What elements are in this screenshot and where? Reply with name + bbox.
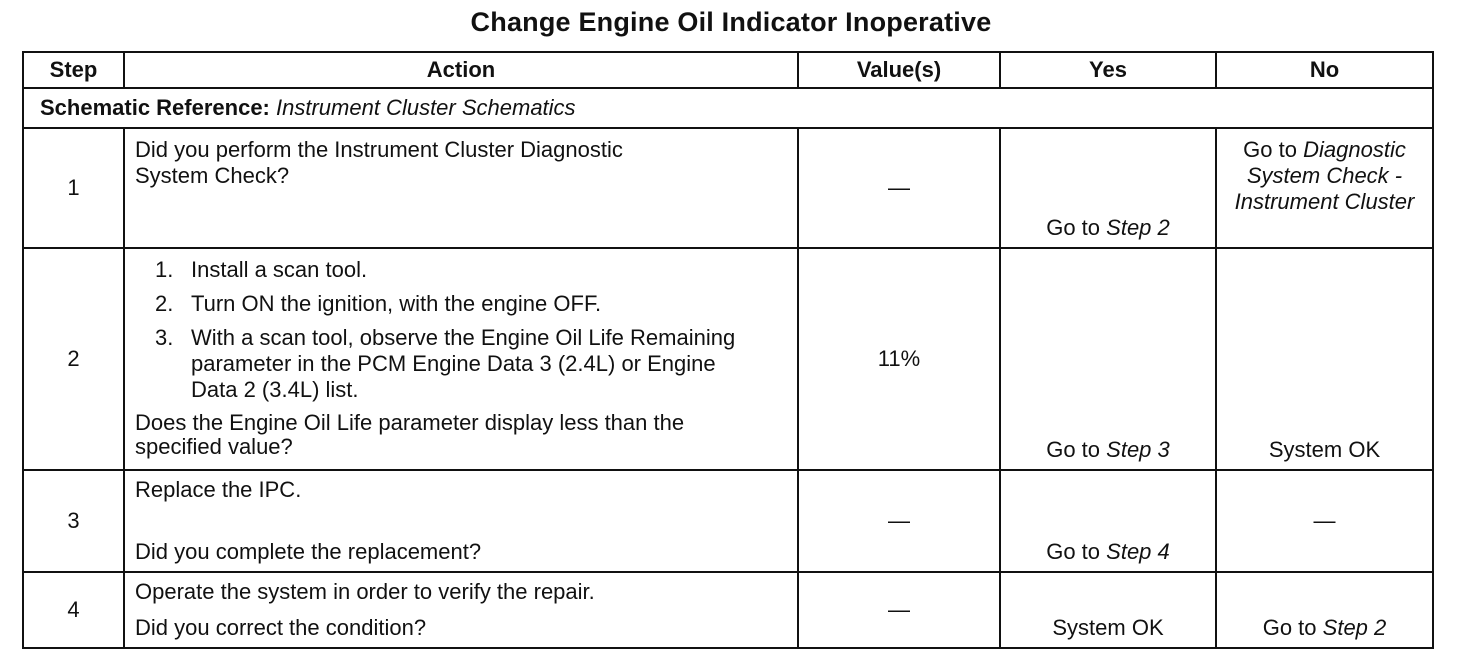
yes-prefix: Go to (1046, 539, 1101, 564)
action-question: Did you complete the replacement? (135, 539, 482, 564)
list-item (135, 325, 751, 403)
header-yes: Yes (1000, 52, 1216, 88)
action-text (124, 128, 798, 248)
step-number: 2 (23, 248, 124, 470)
action-text (124, 470, 798, 572)
yes-cell (1000, 128, 1216, 248)
yes-step-link[interactable]: Step 2 (1106, 215, 1170, 240)
list-item (135, 291, 787, 317)
yes-step-link[interactable]: Step 4 (1106, 539, 1170, 564)
no-cell: — (1216, 470, 1433, 572)
no-step-link[interactable]: Step 2 (1322, 615, 1387, 640)
action-instruction: Replace the IPC. (135, 477, 302, 502)
no-cell (1216, 128, 1433, 248)
action-instruction: Operate the system in order to verify the repair. (135, 579, 595, 604)
step-number: 1 (23, 128, 124, 248)
action-text (124, 572, 798, 648)
table-row (23, 572, 1433, 648)
action-text (124, 248, 798, 470)
header-action: Action (124, 52, 798, 88)
value-cell: — (798, 470, 1000, 572)
no-diagnostic-link[interactable]: Diagnostic System Check - Instrument Cluster (1234, 137, 1415, 214)
yes-prefix: Go to (1046, 437, 1101, 462)
yes-cell: System OK (1000, 572, 1216, 648)
list-item-text: Turn ON the ignition, with the engine OFF. (191, 291, 602, 316)
schematic-reference-row (23, 88, 1433, 128)
list-item-number: 2. (155, 291, 174, 316)
no-prefix: Go to (1262, 615, 1317, 640)
no-cell (1216, 572, 1433, 648)
action-question: Did you perform the Instrument Cluster Diagnostic System Check? (135, 137, 623, 188)
list-item-number: 1. (155, 257, 174, 282)
value-cell: 11% (798, 248, 1000, 470)
table-row (23, 128, 1433, 248)
header-values: Value(s) (798, 52, 1000, 88)
header-step: Step (23, 52, 124, 88)
value-cell: — (798, 128, 1000, 248)
action-question: Does the Engine Oil Life parameter display less than the specified value? (135, 410, 685, 459)
yes-prefix: Go to (1046, 215, 1101, 240)
table-row (23, 470, 1433, 572)
yes-step-link[interactable]: Step 3 (1106, 437, 1170, 462)
diagnostic-table (22, 51, 1434, 649)
value-cell: — (798, 572, 1000, 648)
page-title: Change Engine Oil Indicator Inoperative (470, 7, 992, 37)
step-number: 3 (23, 470, 124, 572)
list-item-number: 3. (155, 325, 174, 350)
header-no: No (1216, 52, 1433, 88)
list-item-text: With a scan tool, observe the Engine Oil Life Remaining parameter in the PCM Engine Data 3 (2.4L) or Engine Data 2 (3.4L) list. (191, 325, 736, 402)
no-cell: System OK (1216, 248, 1433, 470)
yes-cell (1000, 470, 1216, 572)
list-item (135, 257, 787, 283)
step-number: 4 (23, 572, 124, 648)
schematic-reference (23, 88, 1433, 128)
yes-cell (1000, 248, 1216, 470)
schematic-reference-link[interactable]: Instrument Cluster Schematics (276, 95, 576, 120)
table-row (23, 248, 1433, 470)
schematic-reference-label: Schematic Reference: (40, 95, 270, 120)
action-steps-list (135, 257, 787, 403)
no-prefix: Go to (1243, 137, 1297, 162)
list-item-text: Install a scan tool. (191, 257, 368, 282)
header-row (23, 52, 1433, 88)
action-question: Did you correct the condition? (135, 615, 427, 640)
